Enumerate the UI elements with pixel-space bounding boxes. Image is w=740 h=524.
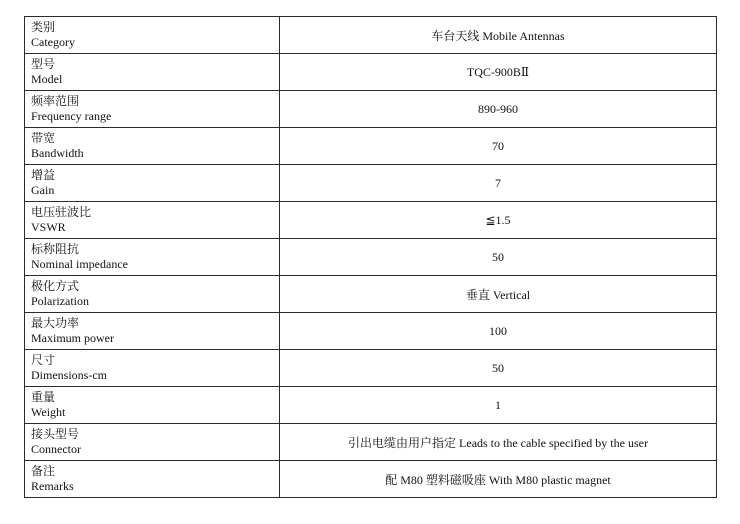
row-label [25,276,280,313]
row-value: 1 [280,387,717,424]
table-row [25,387,717,424]
table-row [25,276,717,313]
label-chinese: 频率范围 [31,94,80,108]
label-english: Polarization [31,294,89,308]
row-value: 车台天线 Mobile Antennas [280,17,717,54]
row-value: 100 [280,313,717,350]
label-chinese: 接头型号 [31,427,80,441]
label-english: Weight [31,405,66,419]
table-row [25,239,717,276]
label-english: VSWR [31,220,66,234]
label-chinese: 极化方式 [31,279,80,293]
label-chinese: 电压驻波比 [31,205,92,219]
row-label [25,165,280,202]
label-english: Nominal impedance [31,257,128,271]
label-chinese: 尺寸 [31,353,56,367]
table-row [25,313,717,350]
table-row [25,54,717,91]
table-row [25,17,717,54]
label-english: Frequency range [31,109,112,123]
label-chinese: 型号 [31,57,56,71]
row-label [25,54,280,91]
label-chinese: 备注 [31,464,56,478]
row-label [25,17,280,54]
row-label [25,91,280,128]
row-label [25,350,280,387]
table-row [25,165,717,202]
label-english: Category [31,35,75,49]
row-label [25,387,280,424]
row-label [25,424,280,461]
row-value: 配 M80 塑料磁吸座 With M80 plastic magnet [280,461,717,498]
table-row [25,350,717,387]
row-value: 50 [280,350,717,387]
label-chinese: 标称阻抗 [31,242,80,256]
label-chinese: 类别 [31,20,56,34]
row-value: 890-960 [280,91,717,128]
table-row [25,202,717,239]
label-english: Remarks [31,479,74,493]
label-english: Gain [31,183,55,197]
row-label [25,461,280,498]
row-value: ≦1.5 [280,202,717,239]
table-row [25,461,717,498]
label-english: Connector [31,442,81,456]
row-label [25,239,280,276]
label-english: Maximum power [31,331,114,345]
label-english: Model [31,72,63,86]
row-value: 70 [280,128,717,165]
row-label [25,128,280,165]
label-chinese: 重量 [31,390,56,404]
table-row [25,424,717,461]
row-label [25,313,280,350]
label-english: Dimensions-cm [31,368,107,382]
label-chinese: 带宽 [31,131,56,145]
row-value: 垂直 Vertical [280,276,717,313]
row-label [25,202,280,239]
row-value: 引出电缆由用户指定 Leads to the cable specified by the user [280,424,717,461]
row-value: 50 [280,239,717,276]
row-value: 7 [280,165,717,202]
table-row [25,91,717,128]
row-value: TQC-900BⅡ [280,54,717,91]
spec-table [24,16,717,498]
label-chinese: 最大功率 [31,316,80,330]
label-english: Bandwidth [31,146,84,160]
table-row [25,128,717,165]
label-chinese: 增益 [31,168,56,182]
